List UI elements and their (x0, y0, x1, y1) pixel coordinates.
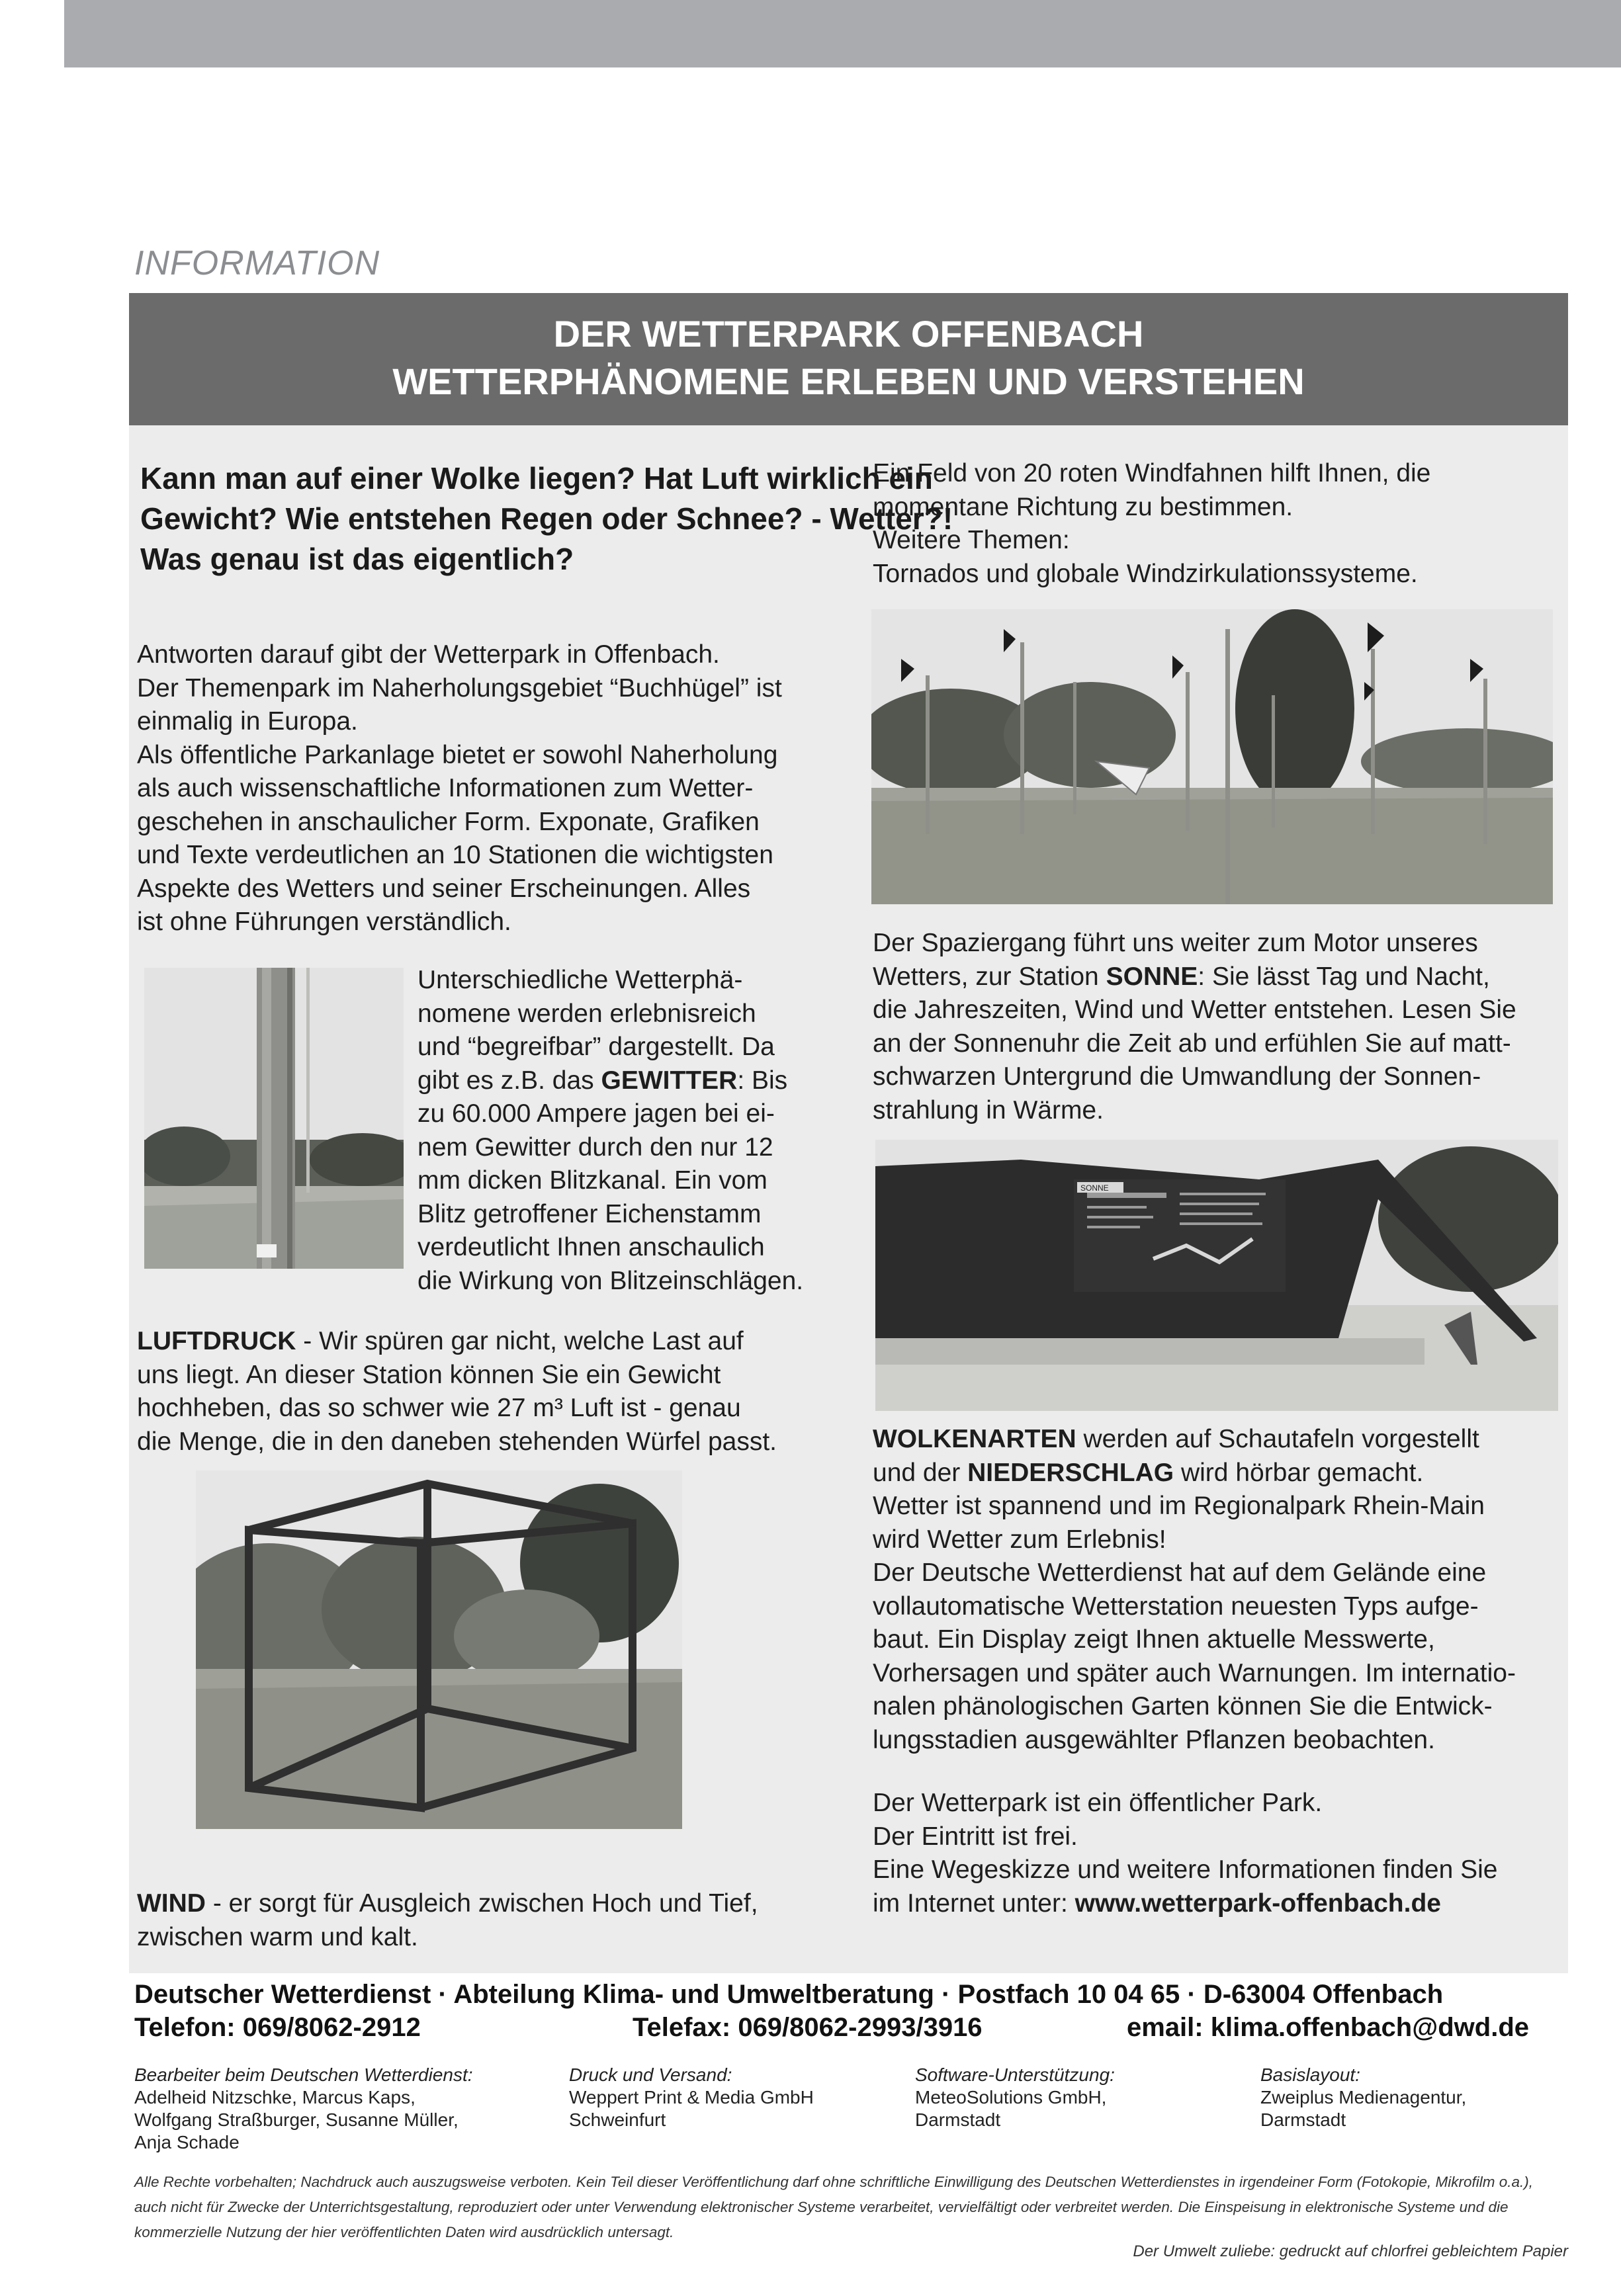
luftdruck-keyword: LUFTDRUCK (137, 1327, 296, 1355)
sonne-sign-label: SONNE (1080, 1183, 1109, 1193)
title-line-1: DER WETTERPARK OFFENBACH (553, 313, 1144, 355)
eco-note: Der Umwelt zuliebe: gedruckt auf chlorfrei gebleichtem Papier (1133, 2242, 1568, 2260)
credits-editors: Bearbeiter beim Deutschen Wetterdienst: Adelheid Nitzschke, Marcus Kaps, Wolfgang Straßburger, Susanne Müller, Anja Schade (134, 2064, 473, 2152)
contact-phone: Telefon: 069/8062-2912 (134, 2013, 421, 2042)
wind-paragraph: WIND - er sorgt für Ausgleich zwischen Hoch und Tief, zwischen warm und kalt. (137, 1889, 758, 1951)
intro-paragraph: Antworten darauf gibt der Wetterpark in Offenbach. Der Themenpark im Naherholungsgebiet “Buchhügel” ist einmalig in Europa. Als öffentliche Parkanlage bietet er sowohl Naherholung als auch wissenschaftliche Informationen zum Wetter- geschehen in anschaulicher Form. Exponate, Grafiken und Texte verdeutlichen an 10 Stationen die wichtigsten Aspekte des Wetters und seiner Erscheinungen. Alles ist ohne Führungen verständlich. (137, 640, 782, 936)
closing-paragraph: Der Wetterpark ist ein öffentlicher Park. Der Eintritt ist frei. Eine Wegeskizze und weitere Informationen finden Sie im Internet unter: www.wetterpark-offenbach.de (873, 1789, 1498, 1918)
credits-layout: Basislayout: Zweiplus Medienagentur, Darmstadt (1260, 2064, 1467, 2130)
contact-block (134, 1978, 1570, 2044)
wolkenarten-keyword: WOLKENARTEN (873, 1425, 1076, 1453)
legal-disclaimer: Alle Rechte vorbehalten; Nachdruck auch auszugsweise verboten. Kein Teil dieser Veröffentlichung darf ohne schriftliche Einwilligung des Deutschen Wetterdienstes in irgendeiner Form (Fotokopie, Mikrofilm o.a.), auch nicht für Zwecke der Unterrichtsgestaltung, reproduziert oder unter Verwendung elektronischer Systeme verarbeitet, vervielfältigt oder verbreitet werden. Die Einspeisung in elektronische Systeme und die kommerzielle Nutzung der hier veröffentlichten Daten wird ausdrücklich untersagt. (134, 2174, 1534, 2240)
gewitter-keyword: GEWITTER (601, 1066, 738, 1095)
contact-email[interactable]: email: klima.offenbach@dwd.de (1127, 2013, 1530, 2042)
gewitter-paragraph: Unterschiedliche Wetterphä- nomene werden erlebnisreich und “begreifbar” dargestellt. Da gibt es z.B. das GEWITTER: Bis zu 60.000 Ampere jagen bei ei- nem Gewitter durch den nur 12 mm dicken Blitzkanal. Ein vom Blitz getroffener Eichenstamm verdeutlicht Ihnen anschaulich die Wirkung von Blitzeinschlägen. (417, 966, 804, 1295)
title-line-2: WETTERPHÄNOMENE ERLEBEN UND VERSTEHEN (392, 361, 1305, 402)
credits-print: Druck und Versand: Weppert Print & Media GmbH Schweinfurt (569, 2064, 814, 2130)
wind-keyword: WIND (137, 1889, 206, 1918)
website-link[interactable]: www.wetterpark-offenbach.de (1074, 1889, 1441, 1918)
contact-fax: Telefax: 069/8062-2993/3916 (633, 2013, 983, 2042)
headline: Kann man auf einer Wolke liegen? Hat Luft wirklich ein Gewicht? Wie entstehen Regen oder Schnee? - Wetter?! Was genau ist das eigentlich? (140, 461, 953, 576)
oak-trunk-photo (144, 968, 404, 1269)
credits-software: Software-Unterstützung: MeteoSolutions GmbH, Darmstadt (915, 2064, 1115, 2130)
air-cube-photo (196, 1470, 682, 1829)
title-bar (129, 293, 1568, 425)
content-panel (129, 293, 1568, 1973)
sun-station-photo (875, 1140, 1558, 1411)
top-gray-bar (64, 0, 1621, 67)
sonne-paragraph: Der Spaziergang führt uns weiter zum Motor unseres Wetters, zur Station SONNE: Sie lässt Tag und Nacht, die Jahreszeiten, Wind und Wetter entstehen. Lesen Sie an der Sonnenuhr die Zeit ab und erfühlen Sie auf matt- schwarzen Untergrund die Umwandlung der Sonnen- strahlung in Wärme. (873, 929, 1516, 1125)
sonne-keyword: SONNE (1106, 962, 1198, 991)
wind-vanes-photo (871, 609, 1553, 904)
windfahnen-paragraph: Ein Feld von 20 roten Windfahnen hilft Ihnen, die momentane Richtung zu bestimmen. Weitere Themen: Tornados und globale Windzirkulationssysteme. (873, 459, 1431, 588)
niederschlag-keyword: NIEDERSCHLAG (967, 1458, 1174, 1487)
contact-address: Deutscher Wetterdienst · Abteilung Klima- und Umweltberatung · Postfach 10 04 65 · D-63004 Offenbach (134, 1980, 1444, 2009)
wolken-paragraph: WOLKENARTEN werden auf Schautafeln vorgestellt und der NIEDERSCHLAG wird hörbar gemacht. Wetter ist spannend und im Regionalpark Rhein-Main wird Wetter zum Erlebnis! Der Deutsche Wetterdienst hat auf dem Gelände eine vollautomatische Wetterstation neuesten Typs aufge- baut. Ein Display zeigt Ihnen aktuelle Messwerte, Vorhersagen und später auch Warnungen. Im internatio- nalen phänologischen Garten können Sie die Entwick- lungsstadien ausgewählter Pflanzen beobachten. (873, 1425, 1516, 1754)
section-label: INFORMATION (134, 244, 380, 282)
luftdruck-paragraph: LUFTDRUCK - Wir spüren gar nicht, welche Last auf uns liegt. An dieser Station können Sie ein Gewicht hochheben, das so schwer wie 27 m³ Luft ist - genau die Menge, die in den daneben stehenden Würfel passt. (137, 1327, 777, 1456)
